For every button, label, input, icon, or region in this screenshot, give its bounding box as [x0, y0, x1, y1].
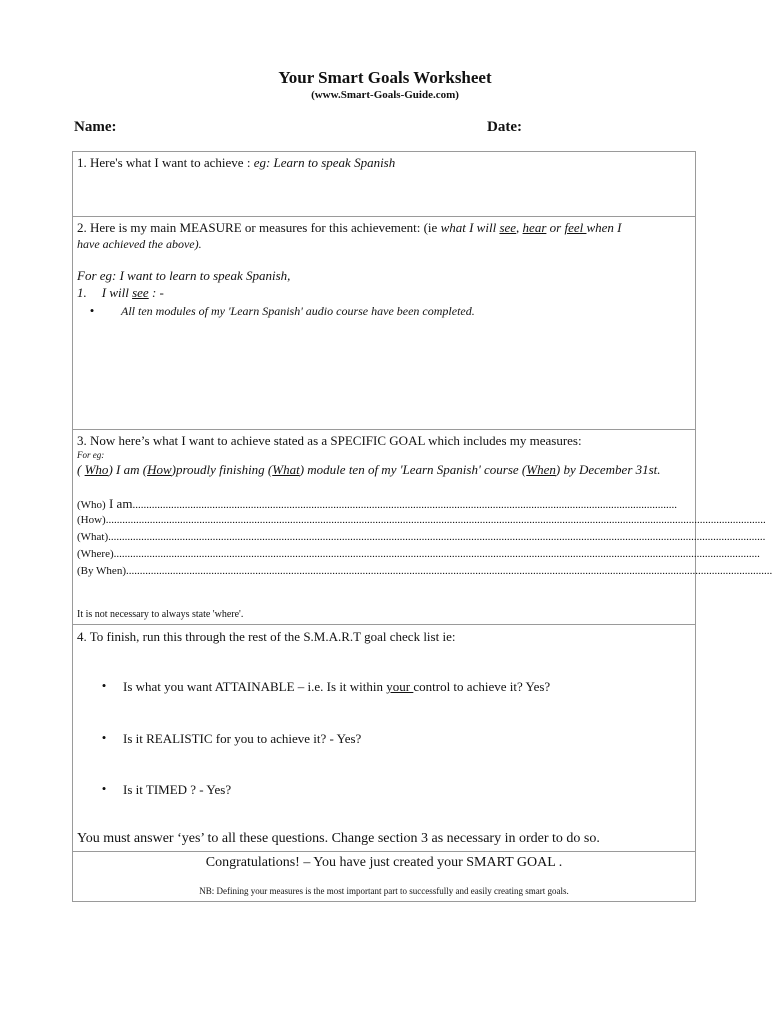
section-2-what: what I will — [440, 220, 500, 235]
field-where-dots: ........................................................................................................................................................................................................................................... — [113, 548, 760, 560]
section-2-bullet-text: All ten modules of my 'Learn Spanish' audio course have been completed. — [121, 304, 475, 318]
section-2-hear: hear — [522, 220, 547, 235]
worksheet-table — [72, 151, 772, 902]
nb-note: NB: Defining your measures is the most important part to successfully and easily creating smart goals. — [199, 886, 569, 896]
section-3-for-eg: For eg: — [77, 450, 105, 460]
bullet-icon: • — [101, 781, 107, 796]
section-2 — [73, 217, 695, 430]
field-what[interactable] — [77, 531, 766, 543]
ex-what: What — [272, 462, 300, 477]
field-how-dots: ................................................................................................................................................................................................................................................ — [105, 514, 766, 526]
field-where-label: (Where) — [77, 548, 114, 560]
field-where[interactable] — [77, 548, 760, 560]
section-1-prefix: 1. Here's what I want to achieve : — [77, 155, 254, 170]
section-4 — [73, 625, 695, 852]
check-item-attainable-tail: control to achieve it? Yes? — [413, 679, 551, 694]
date-label: Date: — [487, 119, 522, 135]
field-who-value: I am — [105, 496, 133, 511]
section-3-example — [77, 462, 689, 478]
section-2-comma: , — [516, 220, 523, 235]
section-2-will-see: see — [132, 285, 149, 300]
section-3-note: It is not necessary to always state 'where'. — [77, 609, 244, 620]
footer-section — [73, 852, 695, 903]
ex-who: Who — [84, 462, 109, 477]
field-who-dots: ...................................................................................................................................................................................................... — [132, 499, 677, 511]
field-what-label: (What) — [77, 531, 109, 543]
section-2-or: or — [546, 220, 565, 235]
field-by-when-label: (By When) — [77, 565, 126, 577]
check-item-attainable-text: Is what you want ATTAINABLE – i.e. Is it within — [123, 679, 387, 694]
section-2-feel: feel — [564, 220, 587, 235]
section-3-heading: 3. Now here’s what I want to achieve stated as a SPECIFIC GOAL which includes my measures: — [77, 433, 582, 448]
field-how-label: (How) — [77, 514, 106, 526]
check-item-realistic: Is it REALISTIC for you to achieve it? - Yes? — [123, 731, 362, 746]
field-what-dots: ............................................................................................................................................................................................................................................... — [108, 531, 766, 543]
bullet-icon: • — [101, 730, 107, 745]
field-who[interactable] — [77, 496, 689, 512]
field-who-label: (Who) — [77, 499, 106, 511]
name-label: Name: — [74, 119, 117, 135]
section-2-list-item — [77, 285, 689, 301]
section-2-example-intro: For eg: I want to learn to speak Spanish, — [77, 268, 291, 283]
section-1 — [73, 152, 695, 217]
worksheet-title: Your Smart Goals Worksheet — [278, 68, 492, 87]
section-3 — [73, 430, 772, 625]
section-4-heading: 4. To finish, run this through the rest of the S.M.A.R.T goal check list ie: — [77, 629, 456, 644]
section-1-example: eg: Learn to speak Spanish — [253, 155, 396, 170]
congratulations-text: Congratulations! – You have just created your SMART GOAL . — [205, 855, 563, 870]
section-2-see: see — [499, 220, 517, 235]
section-1-line — [77, 155, 689, 171]
field-how[interactable] — [77, 514, 766, 526]
check-item-attainable — [123, 679, 689, 695]
check-item-timed: Is it TIMED ? - Yes? — [123, 782, 232, 797]
field-by-when-dots: ........................................................................................................................................................................................................................................... — [125, 565, 772, 577]
section-2-text: 2. Here is my main MEASURE or measures for this achievement: (ie — [77, 220, 441, 235]
ex-part-3: ) module ten of my 'Learn Spanish' course ( — [299, 462, 527, 477]
ex-part-1: ) I am ( — [108, 462, 148, 477]
bullet-icon: • — [89, 303, 95, 318]
section-4-closing: You must answer ‘yes’ to all these questions. Change section 3 as necessary in order to do so. — [77, 831, 600, 846]
ex-when: When — [526, 462, 556, 477]
ex-how: How — [147, 462, 172, 477]
section-2-will-see-suffix: : - — [148, 285, 164, 300]
worksheet-url: (www.Smart-Goals-Guide.com) — [311, 89, 459, 101]
section-2-list-number: 1. — [77, 285, 87, 300]
ex-open: ( — [77, 462, 85, 477]
check-item-attainable-your: your — [386, 679, 414, 694]
ex-part-4: ) by December 31st. — [555, 462, 661, 477]
section-2-line-1 — [77, 220, 689, 236]
bullet-icon: • — [101, 678, 107, 693]
section-2-when: when I — [586, 220, 622, 235]
section-2-line-2: have achieved the above). — [77, 237, 202, 251]
section-2-will-see-prefix: I will — [101, 285, 133, 300]
field-by-when[interactable] — [77, 565, 772, 577]
ex-part-2: )proudly finishing ( — [171, 462, 273, 477]
